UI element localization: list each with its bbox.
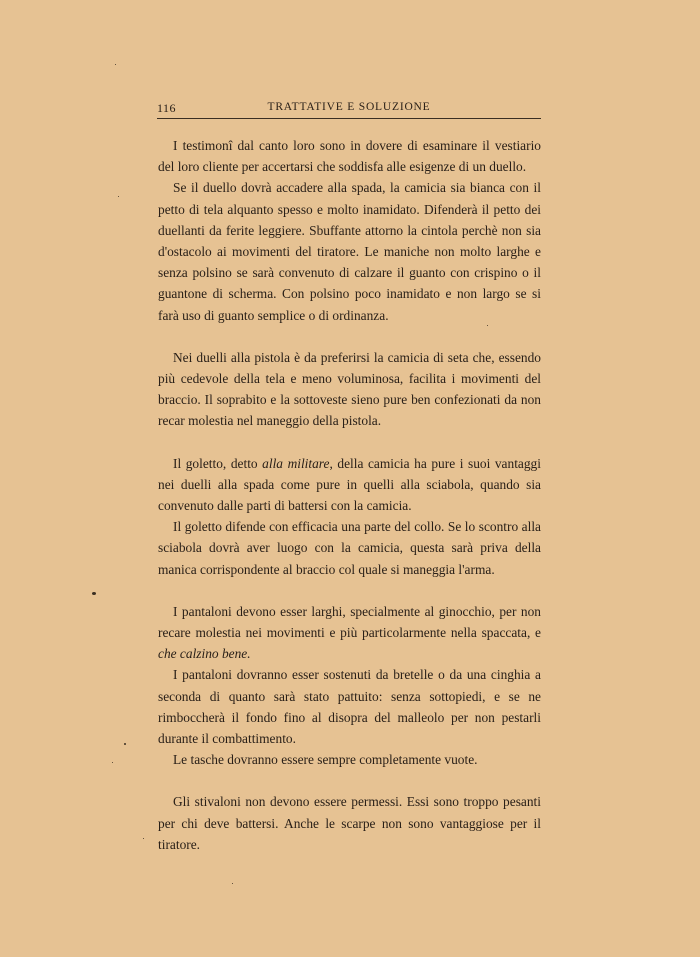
scan-speck (124, 743, 126, 745)
paragraph-text: , della camicia ha pure i suoi vantaggi nei duelli alla spada come pure in quelli alla sciabola, quando sia convenuto dalle parti di battersi con la camicia. (158, 455, 541, 514)
paragraph-gap (158, 432, 541, 453)
italic-phrase: alla militare (262, 455, 330, 471)
header-rule (157, 118, 541, 119)
italic-phrase: che calzino bene. (158, 646, 251, 662)
paragraph: Nei duelli alla pistola è da preferirsi la camicia di seta che, essendo più cedevole della tela e meno voluminosa, facilita i movimenti del braccio. Il soprabito e la sottoveste sieno pure ben confezionati da non recar molestia nel maneggio della pistola. (158, 349, 541, 429)
paragraph-text: I pantaloni devono esser larghi, specialmente al ginocchio, per non recare molestia nei movimenti e più particolarmente nella spaccata, e (158, 603, 541, 641)
scan-speck (92, 592, 96, 595)
paragraph-gap (158, 770, 541, 791)
paragraph: I pantaloni dovranno esser sostenuti da bretelle o da una cinghia a seconda di quanto sarà stato pattuito: senza sottopiedi, e se ne rimboccherà il fondo fino al disopra del malleolo per non pestarli durante il combattimento. (158, 667, 541, 747)
paragraph: Se il duello dovrà accadere alla spada, la camicia sia bianca con il petto di tela alquanto spesso e molto inamidato. Difenderà il petto dei duellanti da ferite leggiere. Sbuffante attorno la cintola perchè non sia d'ostacolo ai movimenti del tiratore. Le maniche non molto larghe e senza polsino se sarà convenuto di calzare il guanto con crispino o il guantone di scherma. Con polsino poco inamidato e non largo se si farà uso di guanto semplice o di ordinanza. (158, 180, 541, 323)
paragraph: Gli stivaloni non devono essere permessi. Essi sono troppo pesanti per chi deve battersi. Anche le scarpe non sono vantaggiose per il tiratore. (158, 794, 541, 852)
scan-speck (143, 838, 144, 839)
paragraph: Le tasche dovranno essere sempre completamente vuote. (173, 752, 478, 768)
scan-speck (112, 762, 113, 763)
running-title: TRATTATIVE E SOLUZIONE (267, 101, 431, 113)
paragraph: Il goletto difende con efficacia una parte del collo. Se lo scontro alla sciabola dovrà aver luogo con la camicia, questa sarà priva della manica corrispondente al braccio col quale si maneggia l'arma. (158, 519, 541, 577)
scan-speck (118, 196, 119, 197)
scan-speck (115, 64, 116, 65)
body-text (158, 135, 541, 855)
paragraph-gap (158, 326, 541, 347)
paragraph (158, 453, 541, 517)
scan-speck (232, 883, 233, 884)
paragraph (158, 601, 541, 665)
page-number: 116 (157, 101, 177, 115)
paragraph: I testimonî dal canto loro sono in dovere di esaminare il vestiario del loro cliente per accertarsi che soddisfa alle esigenze di un duello. (158, 138, 541, 175)
page-header (157, 101, 541, 119)
paragraph-gap (158, 580, 541, 601)
paragraph-text: Il goletto, detto (173, 455, 263, 471)
scan-speck (487, 325, 488, 326)
